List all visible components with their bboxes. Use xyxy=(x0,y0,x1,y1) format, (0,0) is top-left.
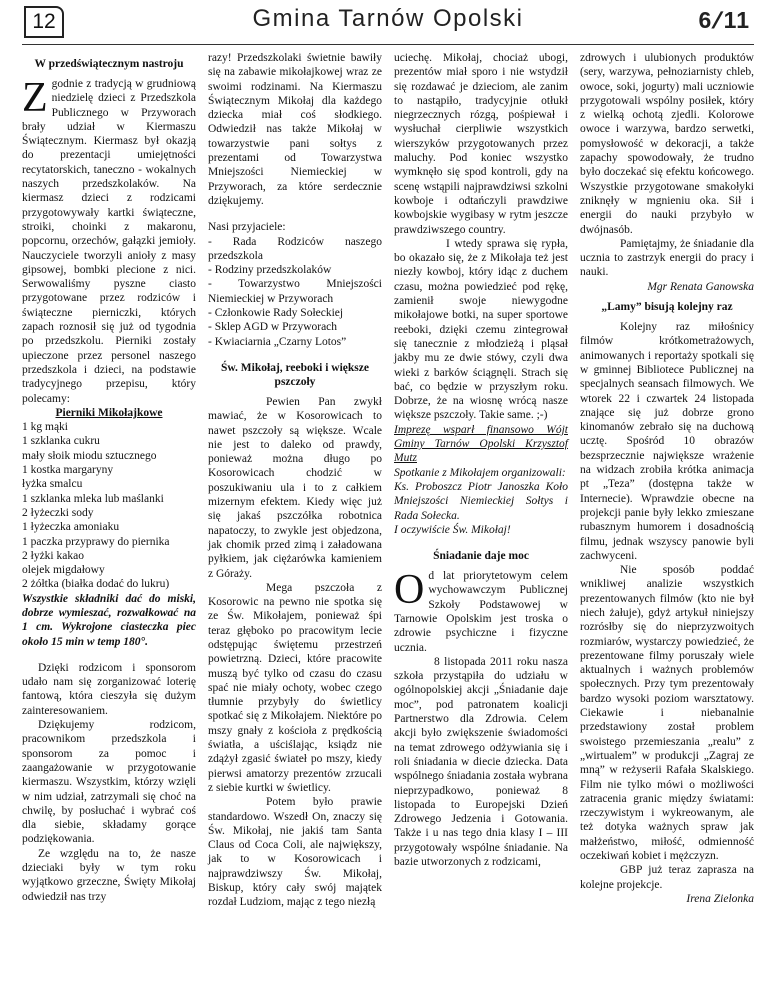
credit-organizers: Ks. Proboszcz Piotr Janoszka Koło Mniejszości Niemieckiej Sołtys i Rada Sołecka. xyxy=(394,480,568,522)
credit-sponsor: Imprezę wsparł finansowo Wójt Gminy Tarnów Opolski Krzysztof Mutz xyxy=(394,423,568,465)
ingredient-item: 2 łyżeczki sody xyxy=(22,506,94,519)
ingredient-item: 2 łyżki kakao xyxy=(22,549,84,562)
article-paragraph: godnie z tradycją w grudniową niedzielę dzieci z Przedszkola Publicznego w Przyworach brały udział w Kiermaszu Świątecznym. Kiermasz był okazją do prezentacji umiejętności recytatorskich, taneczno - wokalnych naszych przedszkolaków. Na kiermasz dzieci z rodzicami przygotowywały kartki świąteczne, stroiki, choinki z makaronu, popcornu, orzechów, gałązki jemioły. Nauczyciele tworzyli anioły z masy gipsowej, bombki plecione z nici. Serwowaliśmy pyszne ciasto przygotowane przez rodziców i świąteczne pierniczki, których zapach roznosił się już od tygodnia po przedszkolu. Pierniki zostały upieczone przez personel naszego przedszkola i dzieci, na podstawie tradycyjnego przepisu, który polecamy: xyxy=(22,78,196,405)
sponsor-item: - Towarzystwo Mniejszości Niemieckiej w Przyworach xyxy=(208,278,382,305)
article-paragraph: Dzięki rodzicom i sponsorom udało nam się zorganizować loterię fantową, która cieszyła się dużym zainteresowaniem. xyxy=(22,661,196,717)
issue-number xyxy=(698,7,750,34)
issue-number-a: 6 xyxy=(698,7,713,33)
article-paragraph: Mega pszczoła z Kosorowic na pewno nie spotka się ze Św. Mikołajem, ponieważ śpi teraz głęboko po pracowitym lecie odstępując świętemu przestrzeń powietrzną. Dzieci, które pracowite muszą być tylko od czasu do czasu spać nie miały ochoty, wobec czego tłumnie przybyły do świetlicy spotkać się z Mikołajem. Niektóre po mszy gnały z kościoła z prędkością światła, a uściślając, ksiądz nie zdążył zgasić świateł po mszy, kiedy pierwsi amatorzy prezentów zrzucali z siebie kurtki w świetlicy. xyxy=(208,581,382,794)
article-paragraph: Ze względu na to, że nasze dzieciaki były w tym roku wyjątkowo grzeczne, Święty Mikołaj odwiedził nas trzy xyxy=(22,847,196,903)
column-4 xyxy=(580,51,754,910)
ingredient-list xyxy=(22,420,196,592)
recipe-instructions: Wszystkie składniki dać do miski, dobrze wymieszać, rozwałkować na 1 cm. Wykrojone ciasteczka piec około 15 min w temp 180°. xyxy=(22,592,196,648)
ingredient-item: łyżka smalcu xyxy=(22,478,83,491)
sponsors-title: Nasi przyjaciele: xyxy=(208,221,286,234)
sponsor-list xyxy=(208,235,382,349)
ingredient-item: 1 szklanka mleka lub maślanki xyxy=(22,492,164,505)
credit-organizers-label: Spotkanie z Mikołajem organizowali: xyxy=(394,466,566,479)
ingredient-item: olejek migdałowy xyxy=(22,564,105,577)
article-paragraph: uciechę. Mikołaj, chociaż ubogi, prezentów miał sporo i nie wstydził się rozdawać je dzieciom, ale zanim to nastąpiło, tradycyjnie otłukł niegrzecznych rózgą, pośpiewał i wysłuchał cierpliwie wszystkich wierszyków przygotowanych przez maluchy. Pod koniec wszystko wymknęło się spod kontroli, gdy na scenę wstąpili najprawdziwsi szkolni kowboje i odtańczyli prawdziwe kowbojskie wygibasy w rytm jeszcze prawdziwszego country. xyxy=(394,52,568,236)
sponsor-item: - Sklep AGD w Przyworach xyxy=(208,321,338,334)
recipe-title: Pierniki Mikołajkowe xyxy=(55,406,163,419)
dropcap-letter: O xyxy=(394,569,425,614)
article-paragraph: 8 listopada 2011 roku nasza szkoła przystąpiła do udziału w ogólnopolskiej akcji „Śniadanie daje moc”, pod patronatem koalicji Partnerstwo dla Zdrowia. Celem akcji było zwiększenie świadomości na temat zdrowego odżywiania się i roli śniadania w diecie dziecka. Data wspólnego śniadania została wybrana nieprzypadkowo, ponieważ 8 listopada to Europejski Dzień Zdrowego Jedzenia i Gotowania. Także i u nas tego dnia klasy I – III przygotowały wspólne śniadanie. Na bazie utworzonych z rodzicami, xyxy=(394,655,568,869)
article-heading-kiermasz: W przedświątecznym nastroju xyxy=(34,58,184,70)
article-paragraph: razy! Przedszkolaki świetnie bawiły się na zabawie mikołajkowej wraz ze swoimi rodzinami. Na Kiermaszu Świątecznym Mikołaj dla każdego dziecka miał coś słodkiego. Odwiedził nas także Mikołaj w towarzystwie pani sołtys z prezentami od Towarzystwa Mniejszości Niemieckiej w Przyworach, za które serdecznie dziękujemy. xyxy=(208,52,382,207)
article-heading-mikolaj: Św. Mikołaj, reeboki i większe pszczoły xyxy=(220,361,369,388)
ingredient-item: 1 szklanka cukru xyxy=(22,435,100,448)
sponsor-item: - Członkowie Rady Sołeckiej xyxy=(208,307,344,320)
page-header xyxy=(22,0,754,45)
issue-number-b: 11 xyxy=(723,7,750,33)
article-paragraph: Potem było prawie standardowo. Wszedł On, znaczy się Św. Mikołaj, nie jakiś tam Santa Claus od Coca Coli, ale największy, jak to w Kosorowicach i najprawdziwszy Św. Mikołaj, Biskup, który cały swój majątek rozdał Ludziom, mając z tego niezłą xyxy=(208,796,382,909)
article-kiermasz-intro xyxy=(22,77,196,406)
article-paragraph: Kolejny raz miłośnicy filmów krótkometrażowych, animowanych i reportaży spotkali się w gminnej Bibliotece Publicznej na specjalnych seansach filmowych. We wtorek 22 i czwartek 24 listopada znające się już dobrze grono kinomanów zebrało się na duchową ucztę. Spośród 10 obrazów bezsprzecznie największe wrażenie na widzach zrobiła krótka animacja pt „Teza” (dostępna także w Internecie). Wprawdzie obecne na projekcji panie były lekko zmieszane rubasznym humorem i dosadnością filmu, jednak wszyscy panowie byli zachwyceni. xyxy=(580,321,754,562)
article-paragraph: Pewien Pan zwykł mawiać, że w Kosorowicach to nawet pszczoły są większe. Wcale nie jest to daleko od prawdy, ponieważ można długo po Kosorowicach chodzić w poszukiwaniu ula i to z całkiem mizernym efektem. Kiedy więc już się jakaś pszczółka robotnica napatoczy, to zwykle jest objedzona, jak chomik przed zimą i załadowana pyłkiem, jak ciężarówka kamieniem z Góraży. xyxy=(208,395,382,580)
author-signature: Irena Zielonka xyxy=(686,892,754,905)
ingredient-item: 1 kg mąki xyxy=(22,421,68,434)
page-number: 12 xyxy=(24,6,64,38)
article-paragraph: Nie sposób poddać wnikliwej analizie wszystkich prezentowanych filmów (kto nie był niech żałuje), gdyż artykuł niniejszy rozrósłby się do nieprzyzwoitych rozmiarów, wystarczy powiedzieć, że prezentowane filmy poruszały wiele aktualnych i ważnych problemów społecznych. Przy tym prezentowały bardzo wysoki poziom warsztatowy. Ciekawie i niebanalnie przedstawiony został problem swoistego przemieszania „realu” z „wirtualem” w produkcji „Zagraj ze mną” w reżyserii Rafała Skalskiego. Film nie tylko mówi o możliwości zatracenia granic między światami: rzeczywistym i wykreowanym, ale też dotyka ważnych spraw jak małżeństwo, miłość, odmienność oczekiwań kobiet i mężczyzn. xyxy=(580,564,754,863)
article-paragraph: zdrowych i ulubionych produktów (sery, warzywa, pełnoziarnisty chleb, owoce, soki, jogurty) mali uczniowie przygotowali wspólny posiłek, który z wielką ochotą zjedli. Kolorowe owoce i warzywa, bardzo serwetki, pomysłowość w dekoracji, a także zapachy spowodowały, że trudno było doczekać się efektu końcowego. Wszystkie przygotowane smakołyki zniknęły w mgnieniu oka. Sił i energii do nauki przybyło w dwójnasób. xyxy=(580,52,754,236)
article-heading-sniadanie: Śniadanie daje moc xyxy=(433,550,529,563)
column-3 xyxy=(394,51,568,910)
article-paragraph: I wtedy sprawa się rypła, bo okazało się, że z Mikołaja też jest niezły kowboj, który idąc z duchem czasu, można powiedzieć pod rękę, zamienił swoje niewygodne mikołajowe botki, na super sportowe reeboki, dzięki czemu zintegrował się tanecznie z młodzieżą i pląsał jakby mu ze dwie stówy, czyli dwa wieki z barków ściągnęli. Strach się bać, co będzie w przyszłym roku. Dobrze, że na wiosnę wrócą nasze większe pszczoły. Takie same. ;-) xyxy=(394,237,568,422)
publication-title: Gmina Tarnów Opolski xyxy=(252,5,524,32)
article-paragraph: d lat priorytetowym celem wychowawczym Publicznej Szkoły Podstawowej w Tarnowie Opolskim jest troska o zdrowie psychiczne i fizyczne ucznia. xyxy=(394,570,568,654)
column-2 xyxy=(208,51,382,910)
article-sniadanie-intro xyxy=(394,569,568,655)
column-1 xyxy=(22,51,196,910)
article-paragraph: Dziękujemy rodzicom, pracownikom przedszkola i sponsorom za pomoc i zaangażowanie w przygotowanie kiermaszu. Wszystkim, którzy wzięli w nim udział, zatrzymali się choć na chwilę, by posłuchać i wybrać coś dla siebie, składamy gorące podziękowania. xyxy=(22,719,196,846)
article-heading-lamy: „Lamy” bisują kolejny raz xyxy=(601,301,733,314)
article-columns xyxy=(22,51,754,910)
dropcap-letter: Z xyxy=(22,77,48,121)
sponsor-item: - Rada Rodziców naszego przedszkola xyxy=(208,235,382,262)
ingredient-item: 1 kostka margaryny xyxy=(22,464,114,477)
sponsor-item: - Kwiaciarnia „Czarny Lotos” xyxy=(208,335,347,348)
sponsor-item: - Rodziny przedszkolaków xyxy=(208,264,332,277)
issue-slash-icon: / xyxy=(709,7,727,33)
author-signature: Mgr Renata Ganowska xyxy=(647,280,754,293)
ingredient-item: mały słoik miodu sztucznego xyxy=(22,449,157,462)
article-paragraph: GBP już teraz zaprasza na kolejne projekcje. xyxy=(580,864,754,891)
credit-mikolaj: I oczywiście Św. Mikołaj! xyxy=(394,523,511,536)
article-paragraph: Pamiętajmy, że śniadanie dla ucznia to zastrzyk energii do pracy i nauki. xyxy=(580,237,754,279)
ingredient-item: 1 łyżeczka amoniaku xyxy=(22,521,120,534)
ingredient-item: 1 paczka przyprawy do piernika xyxy=(22,535,170,548)
ingredient-item: 2 żółtka (białka dodać do lukru) xyxy=(22,578,170,591)
